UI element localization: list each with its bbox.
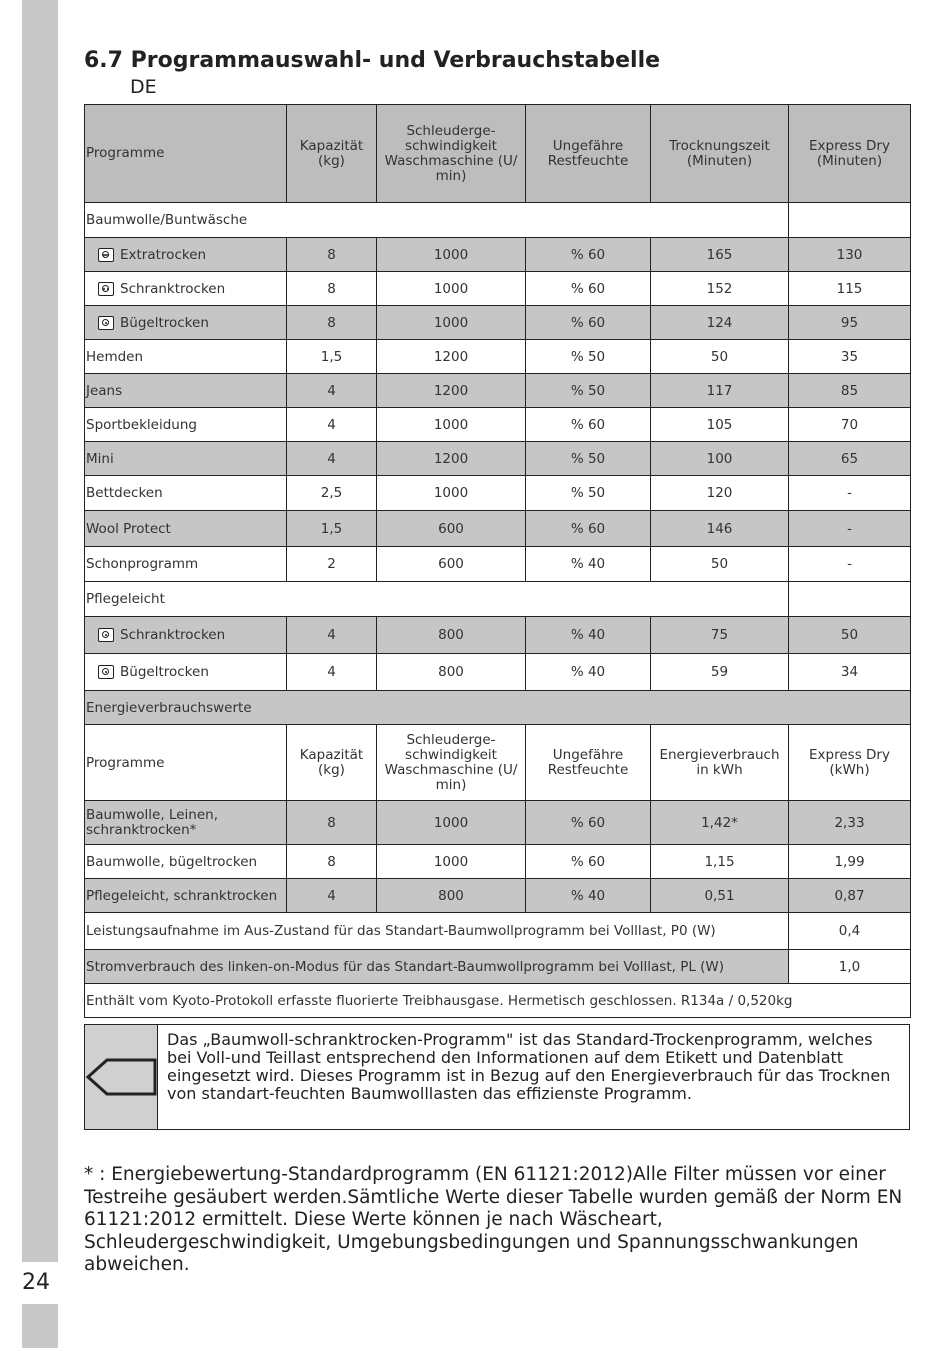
group-row: [85, 582, 911, 617]
program-cell: Wool Protect: [85, 511, 287, 547]
group-row: [85, 203, 911, 238]
group-label: Pflegeleicht: [85, 582, 789, 617]
express-cell: 130: [789, 238, 911, 272]
energy-row: Baumwolle, bügeltrocken 8 1000 % 60 1,15 1,99: [85, 845, 911, 879]
side-bar: [22, 0, 58, 1262]
page-title: 6.7 Programmauswahl- und Verbrauchstabelle: [84, 48, 661, 73]
program-cell: Schranktrocken: [85, 272, 287, 306]
energy-title-row: [85, 691, 911, 725]
page-number: 24: [22, 1270, 50, 1295]
time-cell: 152: [651, 272, 789, 306]
energy-title: Energieverbrauchswerte: [85, 691, 911, 725]
header-express-dry: Express Dry (Minuten): [789, 105, 911, 203]
spin-cell: 1000: [377, 306, 526, 340]
capacity-cell: 8: [287, 238, 377, 272]
dryness-level-icon: [98, 316, 114, 330]
program-table: [84, 104, 911, 1018]
language-code: DE: [130, 76, 157, 98]
spin-cell: 1000: [377, 238, 526, 272]
table-row: Jeans 4 1200 % 50 117 85: [85, 374, 911, 408]
table-row: Hemden 1,5 1200 % 50 50 35: [85, 340, 911, 374]
table-header-row: [85, 105, 911, 203]
table-row: Bettdecken 2,5 1000 % 50 120 -: [85, 476, 911, 511]
spin-cell: 1000: [377, 272, 526, 306]
side-bar-bottom: [22, 1304, 58, 1348]
header-spin-speed: Schleuderge-schwindigkeit Waschmaschine (U/ min): [377, 105, 526, 203]
tag-label-icon: [85, 1056, 157, 1098]
header-drying-time: Trocknungszeit (Minuten): [651, 105, 789, 203]
express-cell: 95: [789, 306, 911, 340]
express-cell: 115: [789, 272, 911, 306]
dryness-level-icon: [98, 282, 114, 296]
moisture-cell: % 60: [526, 238, 651, 272]
table-row: Schranktrocken 4 800 % 40 75 50: [85, 617, 911, 654]
moisture-cell: % 60: [526, 306, 651, 340]
table-row: [85, 306, 911, 340]
power-off-row: Leistungsaufnahme im Aus-Zustand für das Standart-Baumwollprogramm bei Volllast, P0 (W) 0,4: [85, 913, 911, 950]
table-row: Sportbekleidung 4 1000 % 60 105 70: [85, 408, 911, 442]
program-cell: Extratrocken: [85, 238, 287, 272]
capacity-cell: 8: [287, 306, 377, 340]
table-row: [85, 272, 911, 306]
table-row: Wool Protect 1,5 600 % 60 146 -: [85, 511, 911, 547]
program-cell: Schranktrocken: [85, 617, 287, 654]
table-row: Mini 4 1200 % 50 100 65: [85, 442, 911, 476]
header-capacity: Kapazität (kg): [287, 105, 377, 203]
table-row: Schonprogramm 2 600 % 40 50 -: [85, 547, 911, 582]
program-cell: Mini: [85, 442, 287, 476]
program-cell: Bügeltrocken: [85, 306, 287, 340]
header-programme: Programme: [85, 105, 287, 203]
program-cell: Hemden: [85, 340, 287, 374]
program-cell: Schonprogramm: [85, 547, 287, 582]
dryness-level-icon: [98, 628, 114, 642]
gas-note-row: Enthält vom Kyoto-Protokoll erfasste fluorierte Treibhausgase. Hermetisch geschlossen. R134a / 0,520kg: [85, 984, 911, 1018]
time-cell: 165: [651, 238, 789, 272]
table-row: [85, 238, 911, 272]
table-row: Bügeltrocken 4 800 % 40 59 34: [85, 654, 911, 691]
dryness-level-icon: [98, 248, 114, 262]
program-cell: Sportbekleidung: [85, 408, 287, 442]
header-residual-moisture: Ungefähre Restfeuchte: [526, 105, 651, 203]
time-cell: 124: [651, 306, 789, 340]
energy-header-row: Programme Kapazität (kg) Schleuderge-schwindigkeit Waschmaschine (U/ min) Ungefähre Restfeuchte Energieverbrauch in kWh Express Dry (kWh): [85, 725, 911, 801]
energy-row: Baumwolle, Leinen, schranktrocken* 8 1000 % 60 1,42* 2,33: [85, 801, 911, 845]
left-on-row: Stromverbrauch des linken-on-Modus für das Standart-Baumwollprogramm bei Volllast, PL (W) 1,0: [85, 950, 911, 984]
note-box: [84, 1024, 910, 1130]
program-cell: Jeans: [85, 374, 287, 408]
moisture-cell: % 60: [526, 272, 651, 306]
note-text: Das „Baumwoll-schranktrocken-Programm" ist das Standard-Trockenprogramm, welches bei Voll-und Teillast entsprechend den Informationen auf dem Etikett und Datenblatt eingesetzt wird. Dieses Programm ist in Bezug auf den Energieverbrauch für das Trocknen von standart-feuchten Baumwolllasten das effizienste Programm.: [167, 1030, 891, 1103]
program-cell: Bettdecken: [85, 476, 287, 511]
program-cell: Bügeltrocken: [85, 654, 287, 691]
energy-row: Pflegeleicht, schranktrocken 4 800 % 40 0,51 0,87: [85, 879, 911, 913]
capacity-cell: 8: [287, 272, 377, 306]
group-label: Baumwolle/Buntwäsche: [85, 203, 789, 238]
footnote: * : Energiebewertung-Standardprogramm (EN 61121:2012)Alle Filter müssen vor einer Testreihe gesäubert werden.Sämtliche Werte dieser Tabelle wurden gemäß der Norm EN 61121:2012 ermittelt. Diese Werte können je nach Wäscheart, Schleudergeschwindigkeit, Umgebungsbedingungen und Spannungsschwankungen abweichen.: [84, 1164, 903, 1275]
dryness-level-icon: [98, 665, 114, 679]
